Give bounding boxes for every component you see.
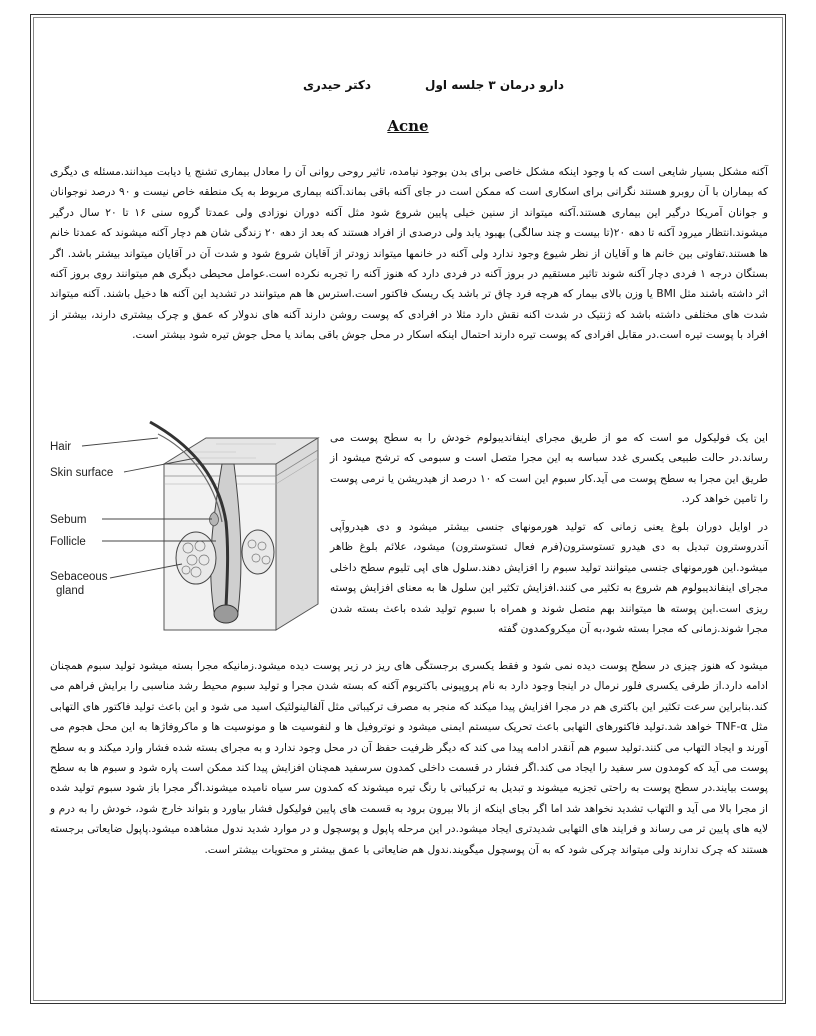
- label-sebaceous: Sebaceous: [50, 571, 108, 583]
- sebaceous-gland-left: [176, 532, 216, 584]
- paragraph-puberty: در اوایل دوران بلوغ یعنی زمانی که تولید هورمونهای جنسی بیشتر میشود و دی هیدروآپی آندروسترون تبدیل به دی هیدرو تستوسترون(فرم فعال تستوسترون) میشود، علائم بلوغ ظاهر میشود.این هورمونهای جنسی میتوانند تولید سبوم را افزایش دهند.سلول های اپی تلیوم سطح داخلی مجرای اینفاندیبولوم هم شروع به تکثیر می کنند.افزایش تکثیر این سلول ها به معنای افزایش پوسته ریزی است.این پوسته ها میتوانند بهم متصل شوند و همراه با سبوم تولید شده باعث بسته شدن مجرا شوند.زمانی که مجرا بسته شود،به آن میکروکمدون گفته: [330, 521, 768, 636]
- hair-follicle-diagram: [46, 412, 326, 644]
- paragraph-pathogenesis: میشود که هنوز چیزی در سطح پوست دیده نمی شود و فقط یکسری برجستگی های ریز در زیر پوست دیده میشود.زمانیکه مجرا بسته میشود تولید سبوم همچنان ادامه دارد.از طرفی یکسری فلور نرمال در اینجا وجود دارد به نام پروپیونی باکتریوم آکنه که بسته شدن مجرا و تولید سبوم محیط رشد مناسبی را برایش فراهم می کند.بنابراین سرعت تکثیر این باکتری هم در مجرا افزایش پیدا میکند که منجر به مصرف ترکیباتی مثل آلفالینولئیک اسید می شود و این باعث تولید فاکتور های التهابی مثل TNF-α خواهد شد.تولید فاکتورهای التهابی باعث تحریک سیستم ایمنی میشود و نوتروفیل ها و لنفوسیت ها و مونوسیت ها و ماکروفاژها به این محل هجوم می آورند و ایجاد التهاب می کنند.تولید سبوم هم آنقدر ادامه پیدا می کند که دیگر ظرفیت حفظ آن در محل وجود ندارد و به مجرای بسته شده فشار وارد میکند و به سطح پوست می آید که کومدون سر سفید را ایجاد می کند.اگر فشار در قسمت داخلی کمدون سرسفید همچنان افزایش پیدا کند ممکن است پاره شود و سبوم ها به سطح پوست بیایند.در سطح پوست به راحتی تجزیه میشوند و تبدیل به ترکیباتی با رنگ تیره میشوند که کمدون سر سیاه نامیده میشوند.اگر مجرا باز شود سبوم تولید شده از مجرا بالا می آید و التهاب تشدید نخواهد شد اما اگر بجای اینکه از بالا بیرون برود به قسمت های پایین فولیکول فشار بیاورد و بتواند خارج شود، خودش را به درم و لایه های پایین تر می رساند و فرایند های التهابی شدیدتری ایجاد میشود.در این مرحله پاپول و پوسچول و در موارد شدید ندول مشاهده میشود.پاپول ضایعاتی برجسته هستند که چرک ندارند ولی میتواند چرکی شود که به آن پوسچول میگویند.ندول هم ضایعاتی با عمق بیشتر و محتویات بیشتر است.: [50, 660, 768, 856]
- label-hair: Hair: [50, 441, 72, 453]
- course-title: دارو درمان ۳ جلسه اول: [425, 78, 564, 92]
- label-gland: gland: [56, 585, 85, 597]
- label-sebum: Sebum: [50, 514, 87, 526]
- label-follicle: Follicle: [50, 536, 86, 548]
- paragraph-intro: آکنه مشکل بسیار شایعی است که با وجود اینکه مشکل خاصی برای بدن بوجود نیامده، تاثیر روحی روانی آن را معادل بیماری تشنج یا دیابت میدانند.مسئله ی دیگری که بیماران با آن روبرو هستند نگرانی برای اسکاری است که ممکن است در جای آکنه باقی بماند.آکنه بیماری مربوط به یک منطقه خاص نیست و ۹۰ درصد نوجوانان و جوانان آمریکا درگیر این بیماری هستند.آکنه میتواند از سنین خیلی پایین شروع شود مثل آکنه دوران نوزادی ولی عمدتا گروه سنی ۱۶ تا ۲۰ سال درگیر میشوند.انتظار میرود آکنه تا دهه ۲۰(تا بیست و چند سالگی) بهبود یابد ولی درصدی از افراد هستند که بعد از دهه ۲۰ زندگی شان هم دچار آکنه میشوند که عمدتا خانم ها هستند.تفاوتی بین خانم ها و آقایان از نظر شیوع وجود ندارد ولی آکنه در خانمها میتواند زودتر از آقایان شروع شود و شدت آن در آقایان میتواند بیشتر باشد. اگر بستگان درجه ۱ فردی دچار آکنه شوند تاثیر مستقیم در بروز آکنه در فردی دارد که هنوز آکنه را تجربه نکرده است.عوامل محیطی دیگری هم میتوانند روی بروز آکنه اثر داشته باشند مثل BMI یا وزن بالای بیمار که هرچه فرد چاق تر باشد یک ریسک فاکتور است.استرس ها هم میتوانند در تشدید این آکنه ها دخیل باشند. آکنه میتواند شدت های مختلفی داشته باشد که ژنتیک در شدت اکنه نقش دارد مثلا در افرادی که پوست روشن دارند آکنه های ندولار که عمق و چرک بیشتری دارند، بیشتر از افراد با پوست تیره است.در مقابل افرادی که پوست تیره دارند احتمال اینکه اسکار در محل جوش باقی بماند یا محل جوش تیره شود بیشتر است.: [50, 166, 768, 342]
- label-skin-surface: Skin surface: [50, 467, 114, 479]
- skin-side-face: [276, 438, 318, 630]
- document-title: Acne: [387, 117, 429, 135]
- paragraph-follicle: این یک فولیکول مو است که مو از طریق مجرای اینفاندیبولوم خودش را به سطح پوست می رساند.در حالت طبیعی یکسری غدد سباسه به این مجرا متصل است و سبومی که ترشح میشود از طریق این مجرا به سطح پوست می آید.کار سبوم این است که ۱۰ درصد از هیدریشن یا نرمی پوست را تامین خواهد کرد.: [330, 432, 768, 506]
- doctor-name: دکتر حیدری: [302, 78, 371, 92]
- hair-bulb: [214, 605, 238, 623]
- page-header: [0, 78, 816, 100]
- sebaceous-gland-right: [242, 530, 274, 574]
